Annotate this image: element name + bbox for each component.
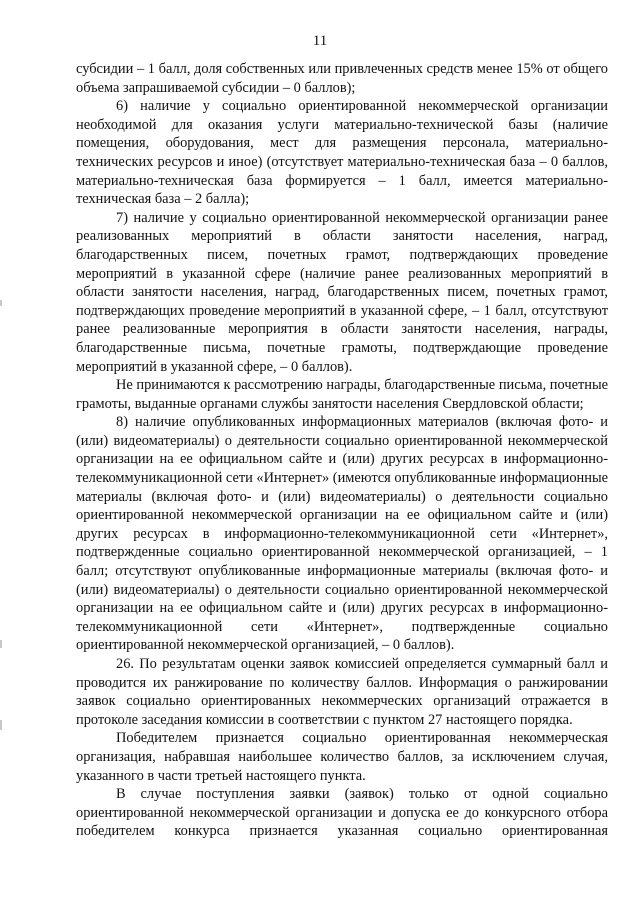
scan-edge-mark <box>0 300 2 306</box>
scan-edge-mark <box>0 720 2 730</box>
document-body <box>76 60 608 841</box>
paragraph-criterion-7: 7) наличие у социально ориентированной некоммерческой организации ранее реализованных мероприятий в области занятости населения, наград, благодарственных писем, почетных грамот, подтверждающих проведение мероприятий в указанной сфере (наличие ранее реализованных мероприятий в области занятости населения, наград, благодарственных писем, почетных грамот, подтверждающих проведение мероприятий в указанной сфере, – 1 балл, отсутствуют ранее реализованные мероприятия в области занятости населения, награды, благодарственные письма, почетные грамоты, подтверждающие проведение мероприятий в указанной сфере, – 0 баллов). <box>76 209 608 375</box>
paragraph-criterion-8: 8) наличие опубликованных информационных материалов (включая фото- и (или) видеоматериалы) о деятельности социально ориентированной некоммерческой организации на ее официальном сайте и (или) других ресурсах в информационно-телекоммуникационной сети «Интернет» (имеются опубликованные информационные материалы (включая фото- и (или) видеоматериалы) о деятельности социально ориентированной некоммерческой организации на ее официальном сайте и (или) других ресурсах в информационно-телекоммуникационной сети «Интернет», подтвержденные социально ориентированной некоммерческой организацией, – 1 балл; отсутствуют опубликованные информационные материалы (включая фото- и (или) видеоматериалы) о деятельности социально ориентированной некоммерческой организации на ее официальном сайте и (или) других ресурсах в информационно-телекоммуникационной сети «Интернет», подтвержденные социально ориентированной некоммерческой организацией, – 0 баллов). <box>76 414 608 654</box>
paragraph-criterion-6: 6) наличие у социально ориентированной некоммерческой организации необходимой для оказания услуги материально-технической базы (наличие помещения, оборудования, мест для размещения персонала, материально-технических ресурсов и иное) (отсутствует материально-техническая база – 0 баллов, материально-техническая база формируется – 1 балл, имеется материально-техническая база – 2 балла); <box>76 98 608 208</box>
paragraph-awards-note: Не принимаются к рассмотрению награды, благодарственные письма, почетные грамоты, выданные органами службы занятости населения Свердловской области; <box>76 377 608 412</box>
page-number: 11 <box>312 33 328 49</box>
scan-edge-mark <box>0 640 2 648</box>
paragraph-subsidy-share: субсидии – 1 балл, доля собственных или привлеченных средств менее 15% от общего объема запрашиваемой субсидии – 0 баллов); <box>76 61 608 96</box>
paragraph-single-application: В случае поступления заявки (заявок) только от одной социально ориентированной некоммерческой организации и допуска ее до конкурсного отбора победителем конкурса признается указанная социально ориентированная <box>76 786 608 840</box>
paragraph-item-26: 26. По результатам оценки заявок комиссией определяется суммарный балл и проводится их ранжирование по количеству баллов. Информация о ранжировании заявок социально ориентированных некоммерческих организаций отражается в протоколе заседания комиссии в соответствии с пунктом 27 настоящего порядка. <box>76 656 608 728</box>
paragraph-winner: Победителем признается социально ориентированная некоммерческая организация, набравшая наибольшее количество баллов, за исключением случая, указанного в части третьей настоящего пункта. <box>76 730 608 784</box>
